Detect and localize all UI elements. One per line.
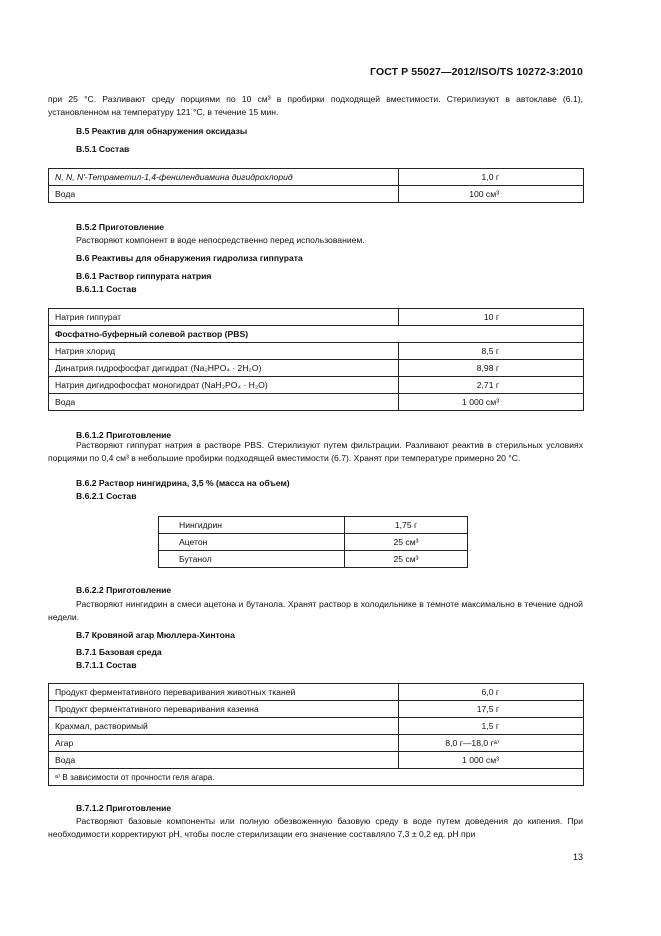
table-footnote: ᵃ⁾ В зависимости от прочности геля агара. [49,769,584,786]
table-row [49,718,584,735]
table-row [159,551,468,568]
b5-composition-table [48,168,584,203]
table-row [49,309,584,326]
table-cell-value: 10 г [399,309,584,326]
table-cell-name: Натрия гиппурат [49,309,399,326]
table-cell-value: 8,5 г [399,343,584,360]
section-b5-1-heading: В.5.1 Состав [76,144,130,154]
table-row [159,534,468,551]
table-cell-name: Бутанол [159,551,345,568]
b6-1-2-paragraph: Растворяют гиппурат натрия в растворе PBS. Стерилизуют путем фильтрации. Разливают реактив в стерильных условиях порциями по 0,4 см³ в небольшие пробирки подходящей вместимости (6.7). Хранят при температуре примерно 20 °С. [48,440,583,463]
table-row [49,326,584,343]
table-cell-value: 1,0 г [399,169,584,186]
table-row [49,377,584,394]
table-cell-name: Ацетон [159,534,345,551]
table-cell-value: 8,98 г [399,360,584,377]
table-cell-value: 100 см³ [399,186,584,203]
table-row [49,169,584,186]
section-b7-1-heading: В.7.1 Базовая среда [76,647,162,657]
table-cell-value: 1,5 г [399,718,584,735]
b6-ninhydrin-table [158,516,468,568]
table-cell-name: Продукт ферментативного переваривания казеина [49,701,399,718]
table-row [49,186,584,203]
table-row [159,517,468,534]
table-cell-value: 1,75 г [345,517,468,534]
b5-2-paragraph: Растворяют компонент в воде непосредственно перед использованием. [76,235,365,245]
section-b6-2-1-heading: В.6.2.1 Состав [76,491,137,501]
b6-composition-table [48,308,584,411]
section-b5-2-heading: В.5.2 Приготовление [76,222,165,232]
table-cell-name: Динатрия гидрофосфат дигидрат (Na₂HPO₄ · 2H₂O) [49,360,399,377]
b7-composition-table [48,683,584,786]
table-cell-section: Фосфатно-буферный солевой раствор (PBS) [49,326,584,343]
section-b5-heading: В.5 Реактив для обнаружения оксидазы [76,126,248,136]
section-b6-1-2-heading: В.6.1.2 Приготовление [76,430,172,440]
table-row [49,343,584,360]
table-cell-value: 25 см³ [345,534,468,551]
table-cell-value: 1 000 см³ [399,394,584,411]
table-cell-value: 2,71 г [399,377,584,394]
section-b6-1-heading: В.6.1 Раствор гиппурата натрия [76,271,212,281]
section-b6-2-heading: В.6.2 Раствор нингидрина, 3,5 % (масса на объем) [76,478,290,488]
table-row [49,752,584,769]
table-cell-name: Продукт ферментативного переваривания животных тканей [49,684,399,701]
table-row [49,360,584,377]
table-cell-value: 6,0 г [399,684,584,701]
b6-2-2-paragraph: Растворяют нингидрин в смеси ацетона и бутанола. Хранят раствор в холодильнике в темноте максимально в течение одной недели. [48,599,583,622]
page-number: 13 [572,852,583,862]
table-cell-value: 1 000 см³ [399,752,584,769]
section-b7-heading: В.7 Кровяной агар Мюллера-Хинтона [76,630,235,640]
table-row [49,701,584,718]
document-header: ГОСТ Р 55027—2012/ISO/TS 10272-3:2010 [370,66,583,78]
table-cell-name: Крахмал, растворимый [49,718,399,735]
table-cell-name: Натрия дигидрофосфат моногидрат (NaH₂PO₄ · H₂O) [49,377,399,394]
table-cell-name: N, N, N′-Тетраметил-1,4-фенилендиамина дигидрохлорид [49,169,399,186]
table-cell-name: Натрия хлорид [49,343,399,360]
table-footnote-row [49,769,584,786]
table-cell-name: Агар [49,735,399,752]
table-row [49,394,584,411]
section-b6-1-1-heading: В.6.1.1 Состав [76,284,137,294]
intro-paragraph: при 25 °С. Разливают среду порциями по 10 см³ в пробирки подходящей вместимости. Стерилизуют в автоклаве (6.1), установленном на температуру 121 °С, в течение 15 мин. [48,94,583,117]
table-cell-name: Вода [49,186,399,203]
section-b7-1-2-heading: В.7.1.2 Приготовление [76,803,172,813]
section-b6-2-2-heading: В.6.2.2 Приготовление [76,585,172,595]
b7-1-2-paragraph: Растворяют базовые компоненты или полную обезвоженную базовую среду в воде путем доведения до кипения. При необходимости корректируют pH, чтобы после стерилизации его значение составляло 7,3 ± 0,2 ед. pH при [48,816,583,839]
table-cell-value: 25 см³ [345,551,468,568]
section-b7-1-1-heading: В.7.1.1 Состав [76,660,137,670]
table-cell-name: Вода [49,752,399,769]
table-cell-name: Вода [49,394,399,411]
table-cell-value: 17,5 г [399,701,584,718]
table-cell-name: Нингидрин [159,517,345,534]
table-row [49,684,584,701]
table-cell-value: 8,0 г—18,0 гᵃ⁾ [399,735,584,752]
table-row [49,735,584,752]
section-b6-heading: В.6 Реактивы для обнаружения гидролиза гиппурата [76,253,303,263]
